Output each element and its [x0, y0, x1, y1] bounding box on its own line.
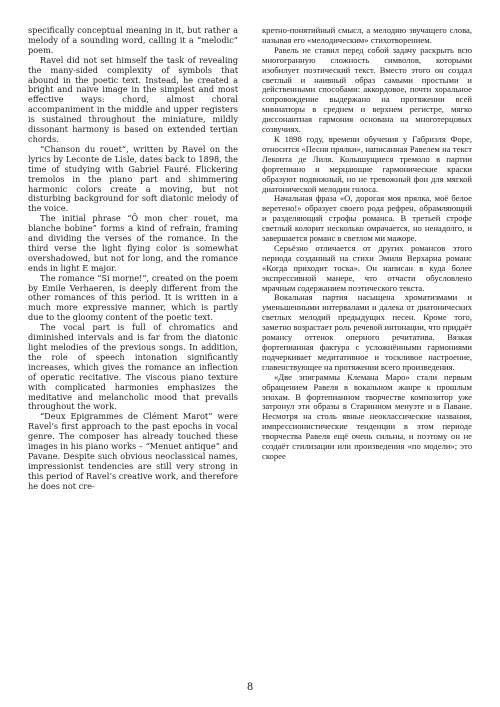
paragraph: The vocal part is full of chromatics and diminished intervals and is far from the diatonic light melodies of the previous songs. In addition, the role of speech intonation significantly increases, which gives the romance an inflection of operatic recitative. The viscous piano texture with complicated harmonies emphasizes the meditative and melancholic mood that prevails throughout the work.: [28, 322, 238, 412]
paragraph: «Две эпиграммы Клемана Маро» стали первым обращением Равеля в вокальном жанре к прошлым эпохам. В фортепианном творчестве композитор уже затронул эти образы в Старинном менуэте и в Паване. Несмотря на столь явные неоклассические названия, импрессионистические тенденции в этом периоде творчества Равеля ещё очень сильны, и поэтому он не создаёт стилизации или произведения «по модели»; это скорее: [262, 371, 472, 461]
paragraph: Ravel did not set himself the task of revealing the many-sided complexity of symbols that abound in the poetic text. Instead, he created a bright and naive image in the simplest and most effective ways: chord, almost choral accompaniment in the middle and upper registers is sustained throughout the miniature, mildly dissonant harmony is based on extended tertian chords.: [28, 54, 238, 144]
paragraph: “Deux Epigrammes de Clément Marot” were Ravel’s first approach to the past epochs in vocal genre. The composer has already touched these images in his piano works – “Menuet antique” and Pavane. Despite such obvious neoclassical names, impressionist tendencies are still very strong in this period of Ravel’s creative work, and therefore he does not cre-: [28, 411, 238, 491]
paragraph: К 1898 году, времени обучения у Габриэля Форе, относится «Песня прялки», написанная Равелем на текст Леконта де Лиля. Колышущиеся тремоло в партии фортепиано и мерцающие гармонические краски образуют подвижный, но не тревожный фон для мягкой диатонической мелодии голоса.: [262, 133, 472, 194]
paragraph: specifically conceptual meaning in it, but rather a melody of a sounding word, calling it a “melodic” poem.: [28, 25, 238, 55]
paragraph: кретно-понятийный смысл, а мелодию звучащего слова, называя его «мелодическим» стихотворением.: [262, 25, 472, 45]
paragraph: Равель не ставил перед собой задачу раскрыть всю многогранную сложность символов, которыми изобилует поэтический текст. Вместо этого он создал светлый и наивный образ самыми простыми и действенными способами: аккордовое, почти хоральное сопровождение выдержано на протяжении всей миниатюры в среднем и верхнем регистре, мягко диссонантная гармония основана на многотерцовых созвучиях.: [262, 44, 472, 135]
paragraph: Серьёзно отличается от других романсов этого периода созданный на стихи Эмиля Верхарна романс «Когда приходит тоска». Он написан в куда более экспрессивной манере, что отчасти обусловлено мрачным содержанием поэтического текста.: [262, 242, 472, 293]
page-number: 8: [246, 682, 254, 693]
paragraph: The initial phrase “Ô mon cher rouet, ma blanche bobine” forms a kind of refrain, framing and dividing the verses of the romance. In the third verse the light flying color is somewhat overshadowed, but not for long, and the romance ends in light E major.: [28, 213, 238, 273]
paragraph: “Chanson du rouet”, written by Ravel on the lyrics by Leconte de Lisle, dates back to 1898, the time of studying with Gabriel Fauré. Flickering tremolos in the piano part and shimmering harmonic colors create a moving, but not disturbing background for soft diatonic melody of the voice.: [28, 143, 238, 214]
paragraph: Вокальная партия насыщена хроматизмами и уменьшенными интервалами и далека от диатонических светлых мелодий предыдущих песен. Кроме того, заметно возрастает роль речевой интонации, что придаёт романсу оттенок оперного речитатива. Вязкая фортепианная фактура с усложнёнными гармониями подчеркивает медитативное и тоскливое настроение, главенствующее на протяжении всего произведения.: [262, 292, 472, 372]
paragraph: The romance “Si morne!”, created on the poem by Emile Verhaeren, is deeply different from the other romances of this period. It is written in a much more expressive manner, which is partly due to the gloomy content of the poetic text.: [28, 272, 238, 323]
paragraph: Начальная фраза «О, дорогая моя прялка, моё белое веретено!» образует своего рода рефрен, обрамляющий и разделяющий строфы романса. В третьей строфе светлый колорит несколько омрачается, но ненадолго, и завершается романс в светлом ми мажоре.: [262, 193, 472, 244]
document-page: [28, 26, 472, 666]
russian-column: [262, 26, 472, 462]
english-column: [28, 26, 238, 492]
